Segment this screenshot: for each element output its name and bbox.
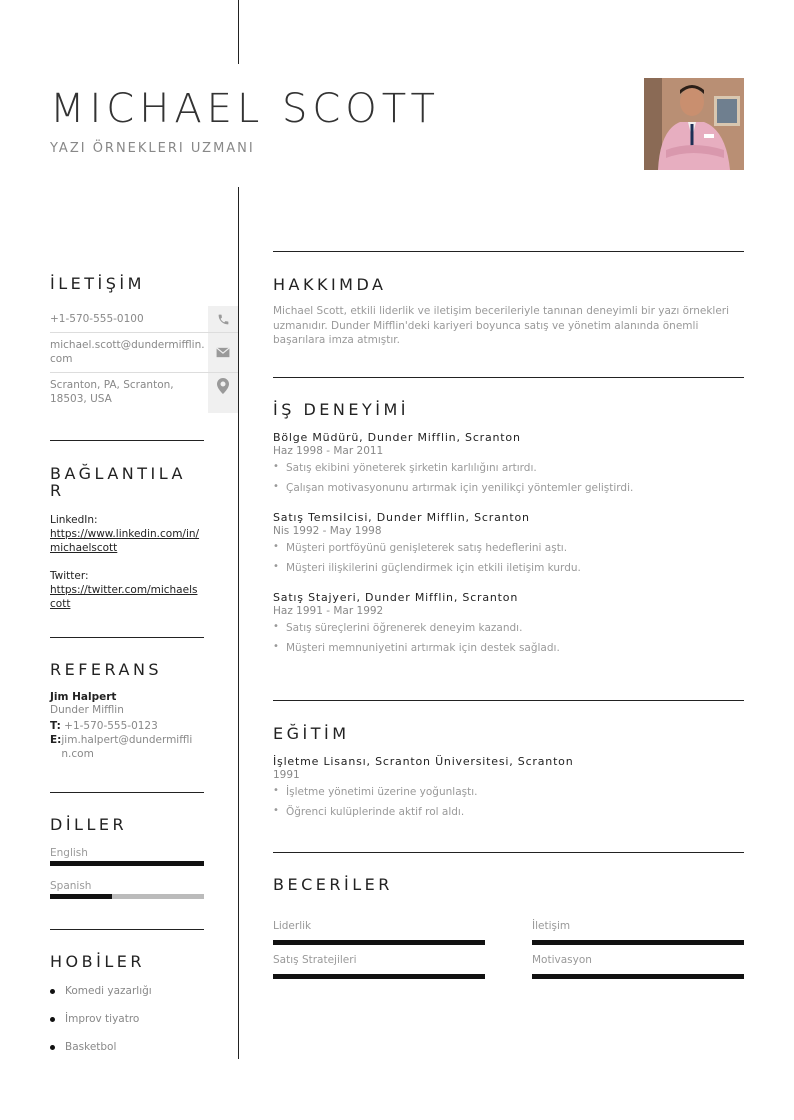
language-level-fill [50, 861, 204, 866]
skills-section-title: BECERİLER [273, 875, 393, 894]
job-entry [273, 591, 744, 654]
language-name: English [50, 847, 88, 859]
linkedin-link[interactable]: https://www.linkedin.com/in/michaelscott [50, 528, 200, 554]
job-heading: Bölge Müdürü, Dunder Mifflin, Scranton [273, 431, 521, 444]
job-entry [273, 431, 744, 494]
contact-address: Scranton, PA, Scranton, 18503, USA [50, 379, 174, 405]
divider [50, 637, 204, 638]
top-divider-line [238, 0, 239, 64]
job-bullet: • Satış ekibini yöneterek şirketin karlılığını artırdı. [273, 462, 744, 474]
job-entry [273, 511, 744, 574]
twitter-label: Twitter: [50, 570, 89, 582]
reference-company: Dunder Mifflin [50, 704, 124, 716]
skill-level-bar [273, 974, 485, 979]
languages-section-title: DİLLER [50, 815, 128, 834]
candidate-name: MICHAEL SCOTT [50, 86, 440, 132]
hobby-item: İmprov tiyatro [50, 1013, 205, 1025]
profile-photo [644, 78, 744, 170]
twitter-link[interactable]: https://twitter.com/michaelscott [50, 584, 198, 610]
skill-name: Satış Stratejileri [273, 954, 357, 966]
experience-section-title: İŞ DENEYİMİ [273, 400, 409, 419]
education-bullet: • İşletme yönetimi üzerine yoğunlaştı. [273, 786, 744, 798]
contact-phone-row [50, 306, 238, 333]
candidate-title: YAZI ÖRNEKLERI UZMANI [50, 141, 255, 156]
language-item [50, 880, 204, 899]
location-pin-icon [208, 373, 238, 413]
contact-email-row [50, 333, 238, 373]
job-date: Haz 1991 - Mar 1992 [273, 605, 384, 617]
column-divider-line [238, 187, 239, 1059]
links-section-title: BAĞLANTILAR [50, 464, 186, 500]
job-bullet: • Müşteri ilişkilerini güçlendirmek için etkili iletişim kurdu. [273, 562, 744, 574]
divider [50, 929, 204, 930]
job-bullet: • Müşteri memnuniyetini artırmak için destek sağladı. [273, 642, 744, 654]
hobbies-section-title: HOBİLER [50, 952, 145, 971]
divider [273, 251, 744, 252]
education-section-title: EĞİTİM [273, 724, 350, 743]
reference-email[interactable]: jim.halpert@dundermifflin.com [61, 734, 193, 760]
skill-item [273, 920, 485, 932]
skill-item [532, 954, 744, 966]
phone-icon [208, 306, 238, 332]
hobby-item: Basketbol [50, 1041, 205, 1053]
skill-name: Motivasyon [532, 954, 592, 966]
education-bullet: • Öğrenci kulüplerinde aktif rol aldı. [273, 806, 744, 818]
job-heading: Satış Temsilcisi, Dunder Mifflin, Scranton [273, 511, 530, 524]
language-name: Spanish [50, 880, 92, 892]
divider [273, 700, 744, 701]
hobby-item: Komedi yazarlığı [50, 985, 205, 997]
reference-phone[interactable]: +1-570-555-0123 [64, 720, 158, 732]
envelope-icon [208, 333, 238, 372]
language-level-bar [50, 861, 204, 866]
contact-address-row [50, 373, 238, 413]
contact-email[interactable]: michael.scott@dundermifflin.com [50, 339, 205, 365]
skill-item [273, 954, 485, 966]
skill-level-bar [532, 974, 744, 979]
skill-item [532, 920, 744, 932]
divider [273, 377, 744, 378]
education-date: 1991 [273, 769, 300, 781]
divider [50, 792, 204, 793]
language-item [50, 847, 204, 866]
divider [273, 852, 744, 853]
skill-name: Liderlik [273, 920, 312, 932]
reference-name: Jim Halpert [50, 691, 117, 703]
reference-section-title: REFERANS [50, 660, 163, 679]
education-heading: İşletme Lisansı, Scranton Üniversitesi, Scranton [273, 755, 574, 768]
job-heading: Satış Stajyeri, Dunder Mifflin, Scranton [273, 591, 519, 604]
job-bullet: • Müşteri portföyünü genişleterek satış hedeflerini aştı. [273, 542, 744, 554]
language-level-fill [50, 894, 112, 899]
job-bullet: • Satış süreçlerini öğrenerek deneyim kazandı. [273, 622, 744, 634]
reference-email-line [50, 733, 205, 761]
skill-name: İletişim [532, 920, 571, 932]
reference-phone-line [50, 719, 205, 733]
about-section-title: HAKKIMDA [273, 275, 387, 294]
job-bullet: • Çalışan motivasyonunu artırmak için yenilikçi yöntemler geliştirdi. [273, 482, 744, 494]
job-date: Nis 1992 - May 1998 [273, 525, 382, 537]
about-text: Michael Scott, etkili liderlik ve iletişim becerileriyle tanınan deneyimli bir yazı örnekleri uzmanıdır. Dunder Mifflin'deki kariyeri boyunca satış ve yönetim alanında önemli başarılara imza atmıştır. [273, 305, 730, 346]
job-date: Haz 1998 - Mar 2011 [273, 445, 384, 457]
skill-level-bar [273, 940, 485, 945]
divider [50, 440, 204, 441]
contact-phone[interactable]: +1-570-555-0100 [50, 313, 144, 325]
linkedin-label: LinkedIn: [50, 514, 98, 526]
contact-list [50, 306, 238, 413]
contact-section-title: İLETİŞİM [50, 274, 145, 293]
reference-email-label: E: [50, 734, 62, 746]
language-level-bar [50, 894, 204, 899]
reference-phone-label: T: [50, 720, 61, 732]
skill-level-bar [532, 940, 744, 945]
